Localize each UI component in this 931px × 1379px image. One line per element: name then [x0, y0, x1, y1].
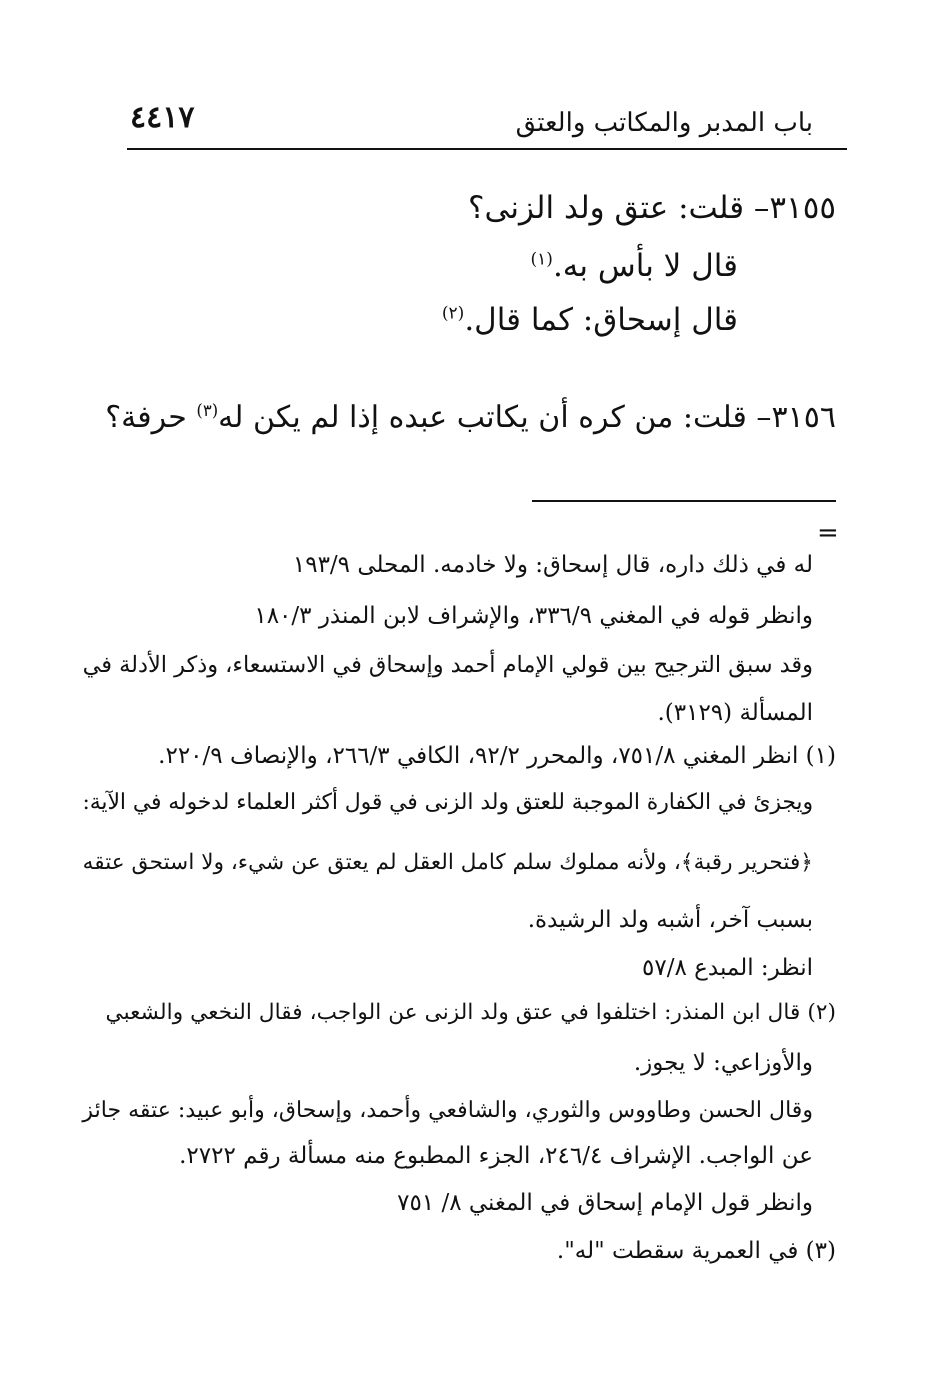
footnote-3: (٣) في العمرية سقطت "له".	[556, 1238, 836, 1264]
footnote-1: (١) انظر المغني ٧٥١/٨، والمحرر ٩٢/٢، الكافي ٢٦٦/٣، والإنصاف ٢٢٠/٩.	[158, 743, 836, 769]
footnote-line: ﴿فتحرير رقبة﴾، ولأنه مملوك سلم كامل العقل لم يعتق عن شيء، ولا استحق عتقه	[82, 850, 813, 875]
footnote-line: المسألة (٣١٢٩).	[657, 700, 813, 726]
answer-ishaq-3155	[442, 302, 738, 338]
footnote-line: وانظر قول الإمام إسحاق في المغني ٨/ ٧٥١	[397, 1190, 813, 1216]
header-rule	[127, 148, 847, 150]
footnote-ref-3: (٣)	[196, 400, 219, 420]
footnote-ref-1: (١)	[530, 249, 553, 270]
footnote-ref-2: (٢)	[441, 303, 465, 324]
footnote-line: له في ذلك داره، قال إسحاق: ولا خادمه. المحلى ١٩٣/٩	[292, 552, 813, 578]
answer-text: قال لا بأس به.	[552, 248, 738, 284]
footnote-line: عن الواجب. الإشراف ٢٤٦/٤، الجزء المطبوع منه مسألة رقم ٢٧٢٢.	[179, 1143, 813, 1169]
question-text: ٣١٥٥– قلت: عتق ولد الزنى؟	[468, 190, 836, 226]
footnote-2: (٢) قال ابن المنذر: اختلفوا في عتق ولد الزنى عن الواجب، فقال النخعي والشعبي	[105, 1000, 836, 1025]
footnote-line: وانظر قوله في المغني ٣٣٦/٩، والإشراف لابن المنذر ١٨٠/٣	[254, 603, 813, 629]
footnote-line: وقال الحسن وطاووس والثوري، والشافعي وأحمد، وإسحاق، وأبو عبيد: عتقه جائز	[82, 1098, 813, 1123]
footnote-line: ويجزئ في الكفارة الموجبة للعتق ولد الزنى في قول أكثر العلماء لدخوله في الآية:	[82, 790, 813, 815]
question-3156	[105, 400, 836, 435]
answer-text: قال إسحاق: كما قال.	[464, 302, 738, 338]
footnote-line: وقد سبق الترجيح بين قولي الإمام أحمد وإسحاق في الاستسعاء، وذكر الأدلة في	[82, 652, 813, 678]
question-text-end: حرفة؟	[105, 400, 197, 435]
running-header-title: باب المدبر والمكاتب والعتق	[515, 108, 813, 138]
footnote-line: بسبب آخر، أشبه ولد الرشيدة.	[527, 907, 813, 933]
footnote-line: والأوزاعي: لا يجوز.	[633, 1050, 813, 1076]
question-3155	[468, 190, 836, 226]
question-text: ٣١٥٦– قلت: من كره أن يكاتب عبده إذا لم يكن له	[218, 400, 836, 435]
page-number: ٤٤١٧	[130, 100, 195, 135]
answer-ahmad-3155	[530, 248, 738, 284]
continuation-mark: =	[817, 518, 839, 548]
footnote-rule	[532, 500, 836, 502]
footnote-line: انظر: المبدع ٥٧/٨	[642, 955, 813, 981]
